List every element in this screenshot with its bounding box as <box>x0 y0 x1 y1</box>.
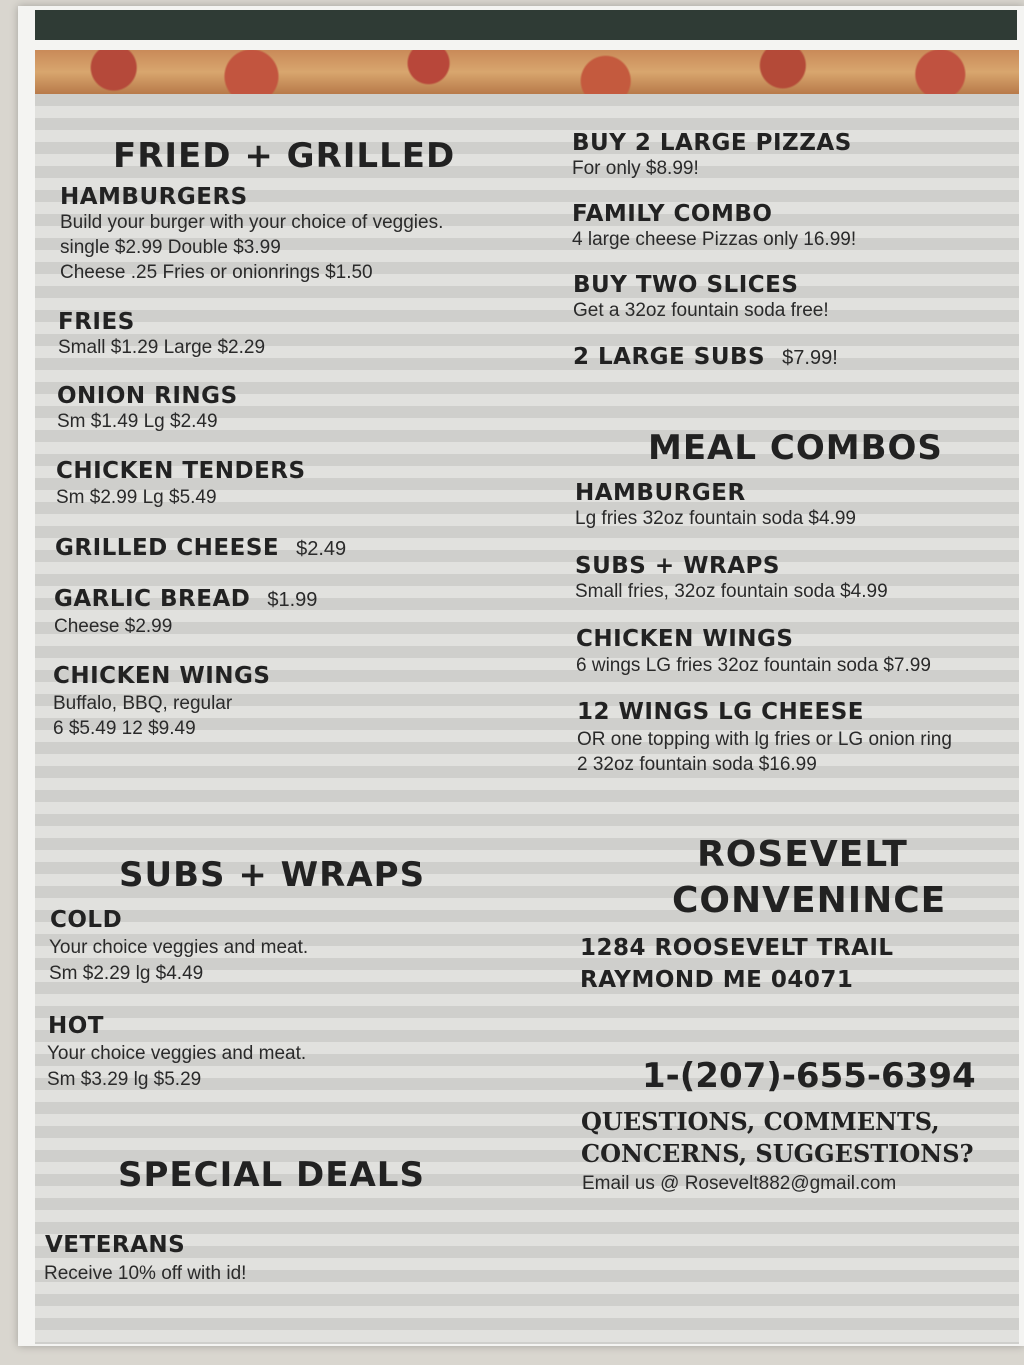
item-fries: FRIES <box>58 309 135 335</box>
item-hot: HOT <box>48 1013 104 1039</box>
section-title-subs-wraps: SUBS + WRAPS <box>119 855 426 895</box>
store-name-line2: CONVENINCE <box>672 880 947 921</box>
item-hamburgers: HAMBURGERS <box>60 184 248 210</box>
item-chicken-wings: CHICKEN WINGS <box>53 663 271 689</box>
item-cold: COLD <box>50 907 123 933</box>
hamburgers-extras: Cheese .25 Fries or onionrings $1.50 <box>60 262 373 283</box>
combo-hamburger-desc: Lg fries 32oz fountain soda $4.99 <box>575 508 856 529</box>
grilled-cheese-price: $2.49 <box>296 538 347 560</box>
deal-2-large-subs <box>573 344 838 370</box>
item-garlic-bread <box>54 586 317 612</box>
chicken-wings-prices: 6 $5.49 12 $9.49 <box>53 718 196 739</box>
combo-hamburger: HAMBURGER <box>575 480 746 506</box>
cold-prices: Sm $2.29 lg $4.49 <box>49 963 204 984</box>
chicken-tenders-prices: Sm $2.99 Lg $5.49 <box>56 487 217 508</box>
store-phone: 1-(207)-655-6394 <box>642 1056 976 1096</box>
top-bar <box>35 10 1017 40</box>
item-grilled-cheese <box>55 535 346 561</box>
grilled-cheese-name: GRILLED CHEESE <box>55 535 280 561</box>
item-chicken-tenders: CHICKEN TENDERS <box>56 458 306 484</box>
large-subs-price: $7.99! <box>782 347 838 369</box>
garlic-bread-price: $1.99 <box>267 589 318 611</box>
questions-line2: CONCERNS, SUGGESTIONS? <box>581 1139 974 1168</box>
hot-desc: Your choice veggies and meat. <box>47 1043 307 1064</box>
hamburgers-prices: single $2.99 Double $3.99 <box>60 237 281 258</box>
combo-12-wings-lg-cheese: 12 WINGS LG CHEESE <box>577 699 865 725</box>
fries-prices: Small $1.29 Large $2.29 <box>58 337 266 358</box>
garlic-bread-name: GARLIC BREAD <box>54 586 251 612</box>
store-address-line1: 1284 ROOSEVELT TRAIL <box>580 935 894 961</box>
combo-chicken-wings: CHICKEN WINGS <box>576 626 794 652</box>
combo-wings-cheese-desc: OR one topping with lg fries or LG onion ring <box>577 729 952 750</box>
pizza-banner-image <box>35 50 1019 94</box>
deal-pizzas-price: For only $8.99! <box>572 158 699 179</box>
section-title-special-deals: SPECIAL DEALS <box>118 1155 425 1195</box>
store-name-line1: ROSEVELT <box>697 834 908 875</box>
questions-line1: QUESTIONS, COMMENTS, <box>581 1107 940 1136</box>
onion-rings-prices: Sm $1.49 Lg $2.49 <box>57 411 218 432</box>
family-combo-desc: 4 large cheese Pizzas only 16.99! <box>572 229 857 250</box>
combo-subs-wraps-desc: Small fries, 32oz fountain soda $4.99 <box>575 581 888 602</box>
garlic-bread-cheese: Cheese $2.99 <box>54 616 173 637</box>
hot-prices: Sm $3.29 lg $5.29 <box>47 1069 202 1090</box>
hamburgers-desc: Build your burger with your choice of veggies. <box>60 212 444 233</box>
deal-buy-two-slices: BUY TWO SLICES <box>573 272 799 298</box>
item-veterans: VETERANS <box>45 1232 186 1258</box>
deal-buy-2-large-pizzas: BUY 2 LARGE PIZZAS <box>572 130 852 156</box>
combo-wings-cheese-price: 2 32oz fountain soda $16.99 <box>577 754 817 775</box>
combo-chicken-wings-desc: 6 wings LG fries 32oz fountain soda $7.99 <box>576 655 931 676</box>
combo-subs-wraps: SUBS + WRAPS <box>575 553 780 579</box>
store-email: Email us @ Rosevelt882@gmail.com <box>582 1173 897 1194</box>
section-title-fried-grilled: FRIED + GRILLED <box>113 136 456 176</box>
deal-family-combo: FAMILY COMBO <box>572 201 773 227</box>
store-address-line2: RAYMOND ME 04071 <box>580 967 854 993</box>
cold-desc: Your choice veggies and meat. <box>49 937 309 958</box>
chicken-wings-flavors: Buffalo, BBQ, regular <box>53 693 233 714</box>
two-slices-desc: Get a 32oz fountain soda free! <box>573 300 829 321</box>
section-title-meal-combos: MEAL COMBOS <box>648 428 943 468</box>
item-onion-rings: ONION RINGS <box>57 383 238 409</box>
veterans-discount: Receive 10% off with id! <box>44 1263 247 1284</box>
large-subs-name: 2 LARGE SUBS <box>573 344 766 370</box>
